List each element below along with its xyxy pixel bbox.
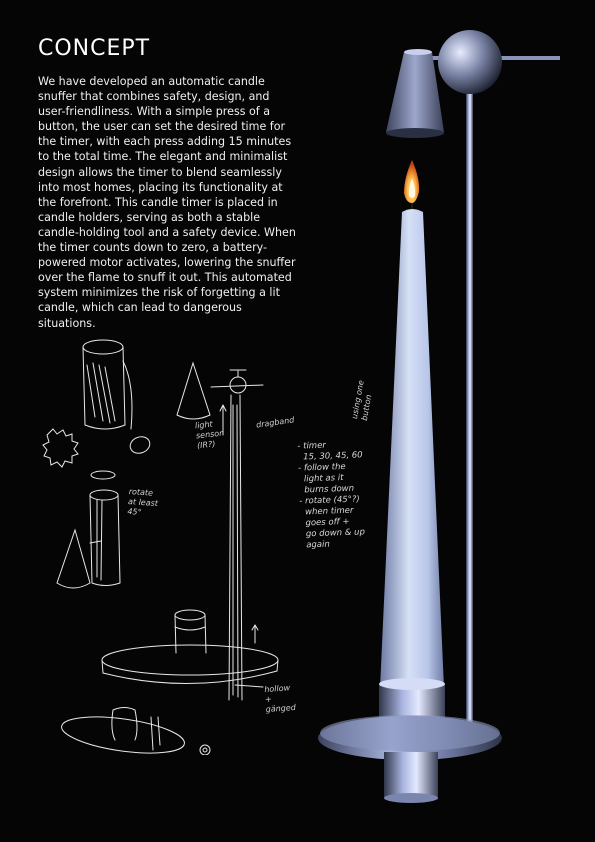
concept-description: We have developed an automatic candle snuffer that combines safety, design, and user-friendliness. With a simple press of a button, the user can set the desired time for the timer, with each press adding 15 minutes to the total time. The elegant and minimalist design allows the timer to blend seamlessly into most homes, placing its functionality at the forefront. This candle timer is placed in candle holders, serving as both a stable candle-holding tool and a safety device. When the timer counts down to zero, a battery-powered motor activates, lowering the snuffer over the flame to snuff it out. This automated system minimizes the risk of forgetting a lit candle, which can lead to dangerous situations.	[38, 75, 296, 330]
sketch-note-light-sensor: light sensor (IR?)	[194, 419, 223, 451]
feature-timer: - timer 15, 30, 45, 60	[297, 440, 363, 463]
candle-snuffer-render	[300, 20, 560, 820]
sketch-note-dragband: dragband	[255, 415, 295, 430]
sketch-note-rotate: rotate at least 45°	[127, 486, 159, 517]
sketch-note-hollow: hollow + gänged	[263, 683, 297, 715]
feature-rotate: - rotate (45°?) when timer goes off + go down & up again	[299, 494, 366, 551]
feature-follow-light: - follow the light as it burns down	[298, 461, 355, 496]
sketch-note-one-button: using one button	[350, 379, 374, 422]
page-title: CONCEPT	[38, 36, 151, 61]
